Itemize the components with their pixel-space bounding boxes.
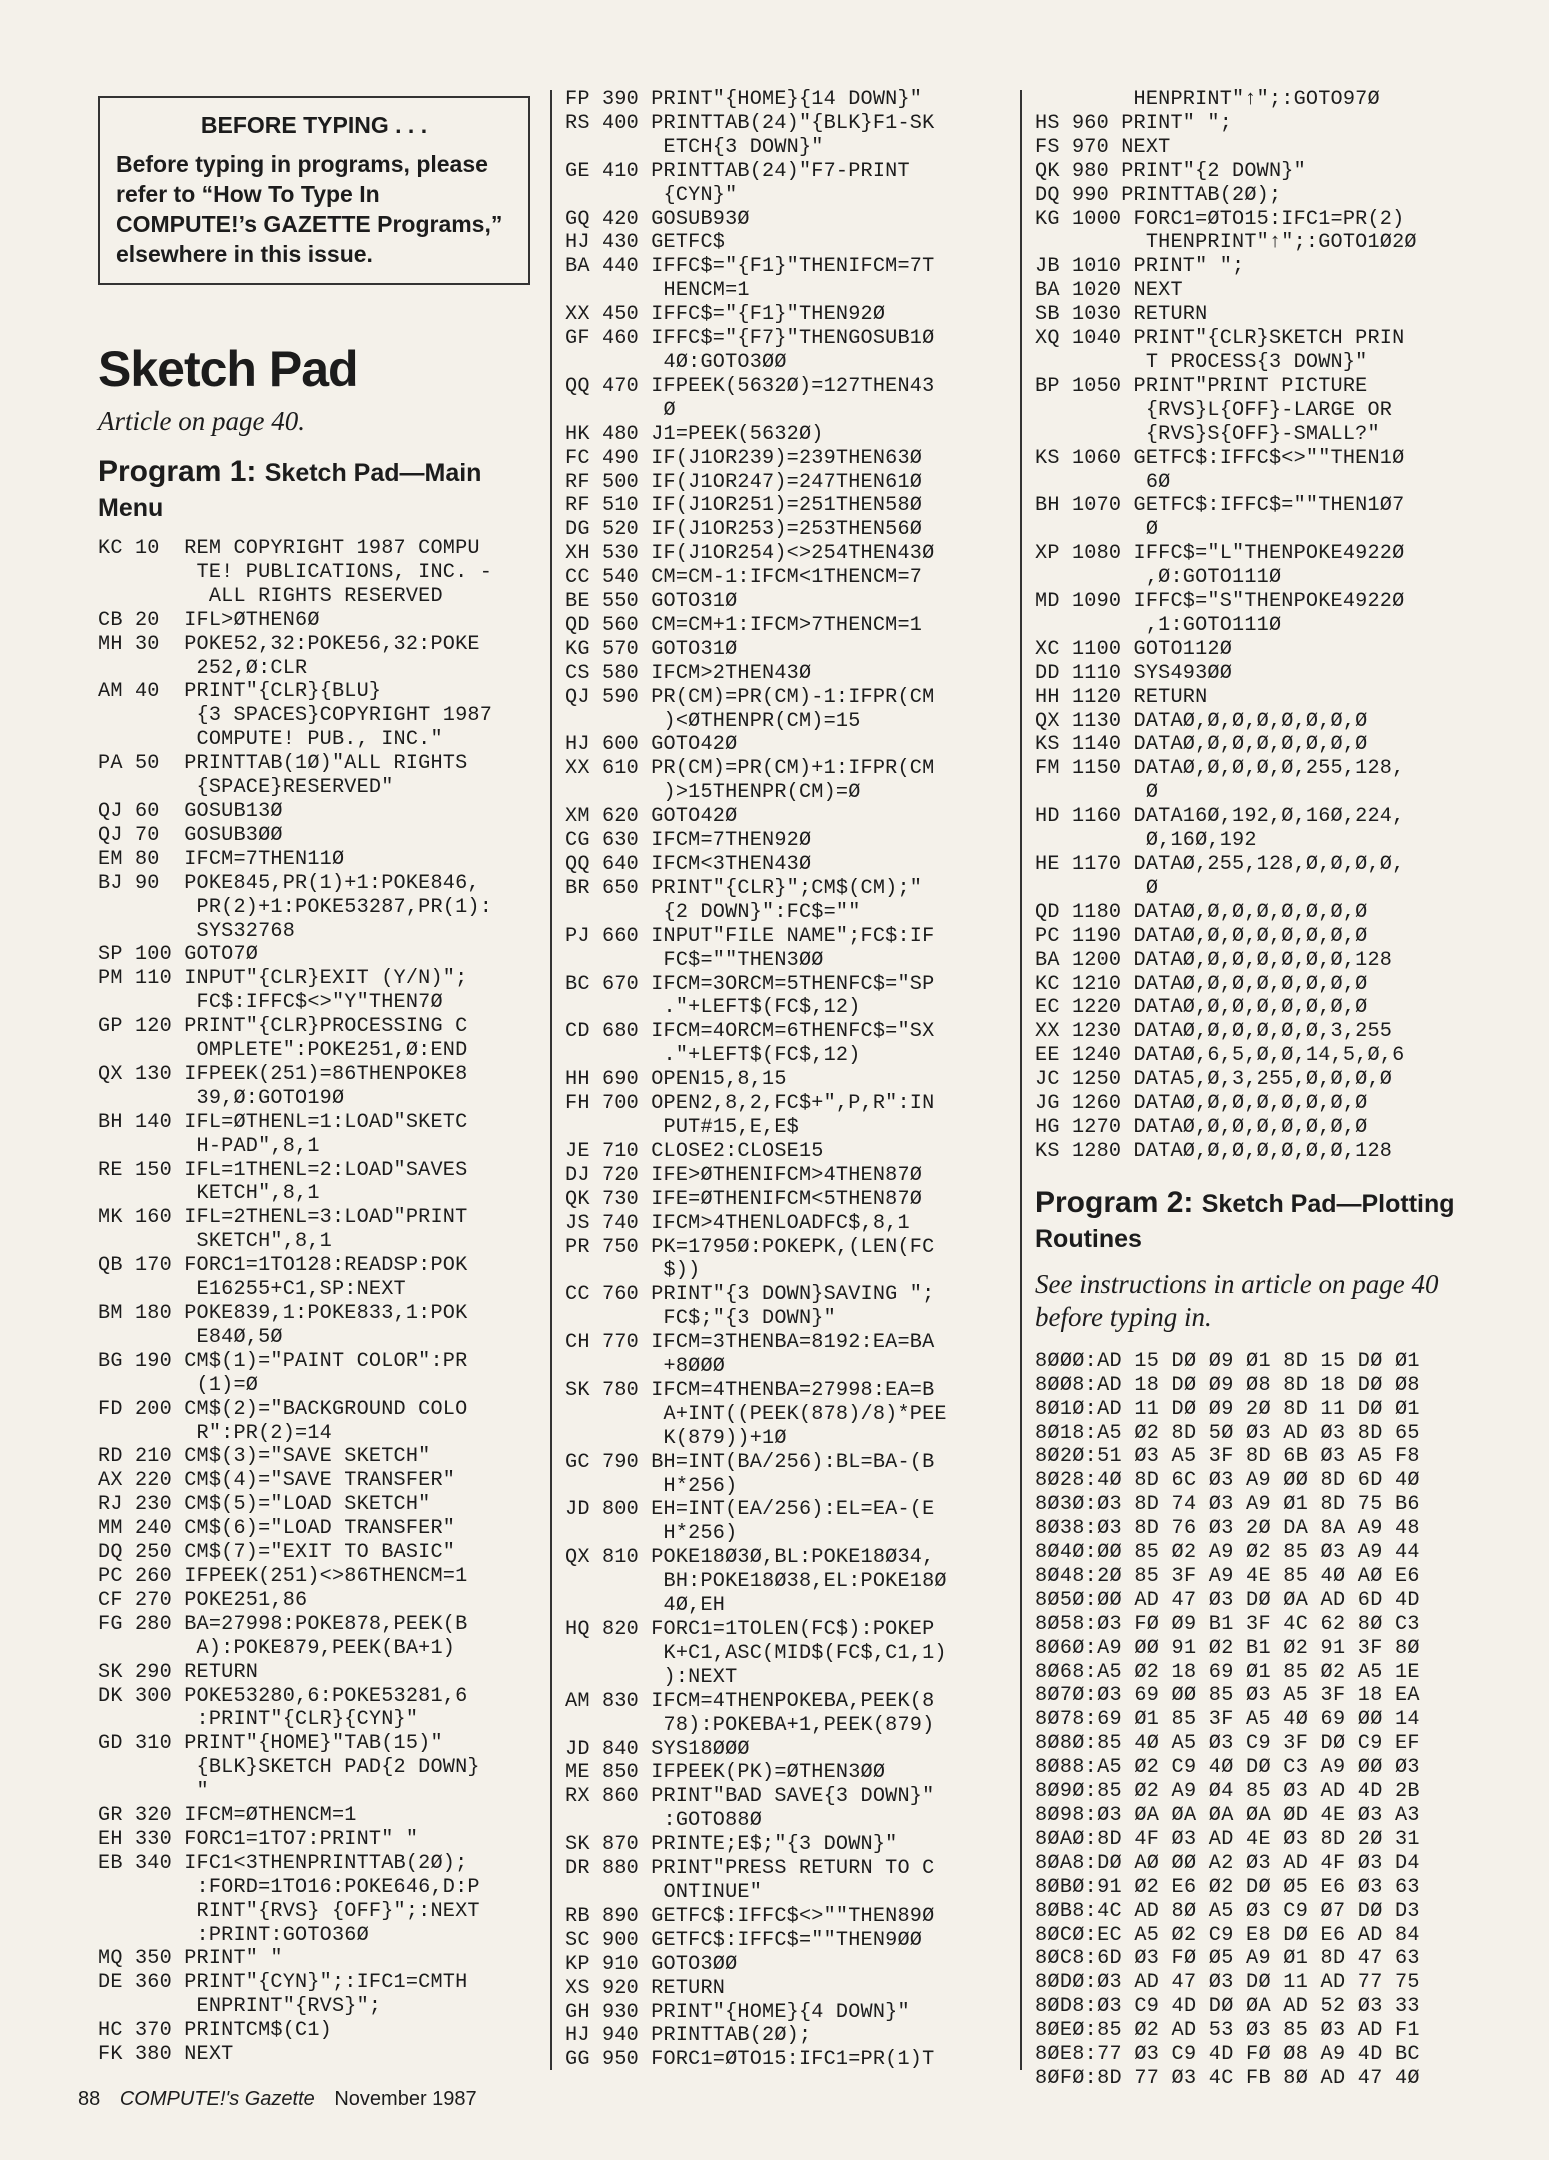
code-line: QQ 640 IFCM<3THEN43Ø xyxy=(565,853,812,876)
magazine-name: COMPUTE!'s Gazette xyxy=(119,2088,315,2110)
code-line: HJ 430 GETFC$ xyxy=(565,231,726,255)
code-line: XM 620 GOTO42Ø xyxy=(565,805,738,829)
code-line: BR 650 PRINT"{CLR}";CM$(CM);" xyxy=(565,876,923,900)
column-rule-right xyxy=(1020,90,1022,2070)
program-1-listing-part-3 xyxy=(1035,88,1465,1164)
code-line: 8Ø3Ø:Ø3 8D 74 Ø3 A9 Ø1 8D 75 B6 xyxy=(1035,1493,1420,1517)
code-line: 8Ø18:A5 Ø2 8D 5Ø Ø3 AD Ø3 8D 65 xyxy=(1035,1421,1420,1445)
code-line: SC 900 GETFC$:IFFC$=""THEN9ØØ xyxy=(565,1928,923,1952)
code-line: KS 1280 DATAØ,Ø,Ø,Ø,Ø,Ø,Ø,128 xyxy=(1035,1139,1393,1163)
code-line: RF 500 IF(J1OR247)=247THEN61Ø xyxy=(565,470,923,494)
code-line: {3 SPACES}COPYRIGHT 1987 xyxy=(98,704,493,728)
code-line: Ø,16Ø,192 xyxy=(1035,829,1257,853)
code-line: BH 1070 GETFC$:IFFC$=""THEN1Ø7 xyxy=(1035,494,1405,518)
code-line: GC 790 BH=INT(BA/256):BL=BA-(B xyxy=(565,1450,935,1474)
before-typing-title: BEFORE TYPING . . . xyxy=(200,112,428,138)
code-line: MM 240 CM$(6)="LOAD TRANSFER" xyxy=(98,1517,456,1541)
code-line: HJ 600 GOTO42Ø xyxy=(565,733,738,757)
code-line: 8Ø78:69 Ø1 85 3F A5 4Ø 69 ØØ 14 xyxy=(1035,1708,1420,1732)
code-line: BA 1200 DATAØ,Ø,Ø,Ø,Ø,Ø,Ø,128 xyxy=(1035,948,1393,972)
code-line: 8ØEØ:85 Ø2 AD 53 Ø3 85 Ø3 AD F1 xyxy=(1035,2019,1420,2043)
code-line: ,Ø:GOTO111Ø xyxy=(1035,566,1282,590)
code-line: PC 1190 DATAØ,Ø,Ø,Ø,Ø,Ø,Ø,Ø xyxy=(1035,924,1368,948)
code-line: GG 950 FORC1=ØTO15:IFC1=PR(1)T xyxy=(565,2048,935,2072)
code-line: :GOTO88Ø xyxy=(565,1809,763,1833)
code-line: SK 780 IFCM=4THENBA=27998:EA=B xyxy=(565,1378,935,1402)
code-line: HJ 940 PRINTTAB(2Ø); xyxy=(565,2024,812,2048)
code-line: HC 370 PRINTCM$(C1) xyxy=(98,2019,332,2043)
code-line: 8ØFØ:8D 77 Ø3 4C FB 8Ø AD 47 4Ø xyxy=(1035,2066,1420,2090)
code-line: ."+LEFT$(FC$,12) xyxy=(565,996,861,1020)
code-line: ETCH{3 DOWN}" xyxy=(565,135,824,159)
code-line: A+INT((PEEK(878)/8)*PEE xyxy=(565,1402,947,1426)
code-line: THENPRINT"↑";:GOTO1Ø2Ø xyxy=(1035,231,1417,255)
program-2-label: Program 2: xyxy=(1035,1185,1194,1219)
code-line: DQ 990 PRINTTAB(2Ø); xyxy=(1035,183,1282,207)
code-line: HENPRINT"↑";:GOTO97Ø xyxy=(1035,88,1380,111)
code-line: SP 100 GOTO7Ø xyxy=(98,943,259,967)
code-line: DJ 720 IFE>ØTHENIFCM>4THEN87Ø xyxy=(565,1163,923,1187)
code-line: PR(2)+1:POKE53287,PR(1): xyxy=(98,895,493,919)
code-line: 4Ø:GOTO3ØØ xyxy=(565,350,787,374)
code-line: HE 1170 DATAØ,255,128,Ø,Ø,Ø,Ø, xyxy=(1035,853,1405,876)
code-line: AX 220 CM$(4)="SAVE TRANSFER" xyxy=(98,1469,456,1493)
code-line: BH 140 IFL=ØTHENL=1:LOAD"SKETC xyxy=(98,1110,468,1134)
code-line: GQ 420 GOSUB93Ø xyxy=(565,207,750,231)
code-line: BH:POKE18Ø38,EL:POKE18Ø xyxy=(565,1570,947,1594)
code-line: EM 80 IFCM=7THEN11Ø xyxy=(98,847,345,871)
code-line: EB 340 IFC1<3THENPRINTTAB(2Ø); xyxy=(98,1851,468,1875)
code-line: Ø xyxy=(1035,518,1159,542)
code-line: MH 30 POKE52,32:POKE56,32:POKE xyxy=(98,632,480,656)
code-line: KS 1060 GETFC$:IFFC$<>""THEN1Ø xyxy=(1035,446,1405,470)
article-title: Sketch Pad xyxy=(98,341,358,397)
code-line: 8ØAØ:8D 4F Ø3 AD 4E Ø3 8D 2Ø 31 xyxy=(1035,1827,1420,1851)
code-line: XH 530 IF(J1OR254)<>254THEN43Ø xyxy=(565,542,935,566)
code-line: QJ 60 GOSUB13Ø xyxy=(98,799,283,823)
code-line: PA 50 PRINTTAB(1Ø)"ALL RIGHTS xyxy=(98,752,468,776)
code-line: DE 360 PRINT"{CYN}";:IFC1=CMTH xyxy=(98,1971,468,1995)
code-line: EE 1240 DATAØ,6,5,Ø,Ø,14,5,Ø,6 xyxy=(1035,1044,1405,1068)
code-line: 8Ø4Ø:ØØ 85 Ø2 A9 Ø2 85 Ø3 A9 44 xyxy=(1035,1541,1420,1565)
code-line: 78):POKEBA+1,PEEK(879) xyxy=(565,1713,935,1737)
article-reference: Article on page 40. xyxy=(98,406,305,436)
code-line: JG 1260 DATAØ,Ø,Ø,Ø,Ø,Ø,Ø,Ø xyxy=(1035,1092,1368,1116)
code-line: QD 1180 DATAØ,Ø,Ø,Ø,Ø,Ø,Ø,Ø xyxy=(1035,900,1368,924)
code-line: HQ 820 FORC1=1TOLEN(FC$):POKEP xyxy=(565,1618,935,1641)
code-line: SKETCH",8,1 xyxy=(98,1230,332,1254)
code-line: SB 1030 RETURN xyxy=(1035,303,1208,327)
code-line: JD 840 SYS18ØØØ xyxy=(565,1737,750,1761)
code-line: A):POKE879,PEEK(BA+1) xyxy=(98,1636,456,1660)
before-typing-box xyxy=(98,96,530,285)
code-line: HH 1120 RETURN xyxy=(1035,685,1208,709)
code-line: KC 10 REM COPYRIGHT 1987 COMPU xyxy=(98,537,480,560)
code-line: GR 320 IFCM=ØTHENCM=1 xyxy=(98,1804,357,1828)
code-line: HD 1160 DATA16Ø,192,Ø,16Ø,224, xyxy=(1035,805,1405,829)
code-line: )>15THENPR(CM)=Ø xyxy=(565,781,861,805)
column-1 xyxy=(98,88,530,2067)
code-line: BJ 90 POKE845,PR(1)+1:POKE846, xyxy=(98,871,480,895)
code-line: ALL RIGHTS RESERVED xyxy=(98,584,443,608)
code-line: BC 670 IFCM=3ORCM=5THENFC$="SP xyxy=(565,972,935,996)
code-line: :PRINT"{CLR}{CYN}" xyxy=(98,1708,419,1732)
code-line: E84Ø,5Ø xyxy=(98,1325,283,1349)
code-line: EC 1220 DATAØ,Ø,Ø,Ø,Ø,Ø,Ø,Ø xyxy=(1035,996,1368,1020)
code-line: RF 510 IF(J1OR251)=251THEN58Ø xyxy=(565,494,923,518)
code-line: GF 460 IFFC$="{F7}"THENGOSUB1Ø xyxy=(565,327,935,351)
code-line: 8Ø6Ø:A9 ØØ 91 Ø2 B1 Ø2 91 3F 8Ø xyxy=(1035,1636,1420,1660)
code-line: {CYN}" xyxy=(565,183,738,207)
code-line: RINT"{RVS} {OFF}";:NEXT xyxy=(98,1899,480,1923)
code-line: 8Ø9Ø:85 Ø2 A9 Ø4 85 Ø3 AD 4D 2B xyxy=(1035,1780,1420,1804)
code-line: DD 1110 SYS493ØØ xyxy=(1035,661,1233,685)
code-line: 6Ø xyxy=(1035,470,1171,494)
code-line: FC$;"{3 DOWN}" xyxy=(565,1307,836,1331)
code-line: RB 890 GETFC$:IFFC$<>""THEN89Ø xyxy=(565,1904,935,1928)
code-line: FM 1150 DATAØ,Ø,Ø,Ø,Ø,255,128, xyxy=(1035,757,1405,781)
code-line: 8Ø38:Ø3 8D 76 Ø3 2Ø DA 8A A9 48 xyxy=(1035,1517,1420,1541)
column-2 xyxy=(565,88,1005,2072)
code-line: QQ 470 IFPEEK(5632Ø)=127THEN43 xyxy=(565,374,935,398)
code-line: {RVS}S{OFF}-SMALL?" xyxy=(1035,422,1380,446)
code-line: XS 920 RETURN xyxy=(565,1976,726,2000)
program-1-label: Program 1: xyxy=(98,455,257,488)
code-line: QJ 590 PR(CM)=PR(CM)-1:IFPR(CM xyxy=(565,685,935,709)
code-line: HS 960 PRINT" "; xyxy=(1035,111,1233,135)
issue-date: November 1987 xyxy=(334,2088,477,2110)
code-line: 8ØE8:77 Ø3 C9 4D FØ Ø8 A9 4D BC xyxy=(1035,2043,1420,2067)
code-line: 8Ø8Ø:85 4Ø A5 Ø3 C9 3F DØ C9 EF xyxy=(1035,1732,1420,1756)
code-line: JD 800 EH=INT(EA/256):EL=EA-(E xyxy=(565,1498,935,1522)
code-line: SK 870 PRINTE;E$;"{3 DOWN}" xyxy=(565,1833,898,1857)
code-line: GD 310 PRINT"{HOME}"TAB(15)" xyxy=(98,1732,443,1756)
code-line: HK 480 J1=PEEK(5632Ø) xyxy=(565,422,824,446)
code-line: KP 910 GOTO3ØØ xyxy=(565,1952,738,1976)
code-line: KG 1000 FORC1=ØTO15:IFC1=PR(2) xyxy=(1035,207,1405,231)
code-line: FS 970 NEXT xyxy=(1035,135,1171,159)
code-line: XP 1080 IFFC$="L"THENPOKE4922Ø xyxy=(1035,542,1405,566)
code-line: FC 490 IF(J1OR239)=239THEN63Ø xyxy=(565,446,923,470)
code-line: 8Ø5Ø:ØØ AD 47 Ø3 DØ ØA AD 6D 4D xyxy=(1035,1588,1420,1612)
code-line: 8ØCØ:EC A5 Ø2 C9 E8 DØ E6 AD 84 xyxy=(1035,1923,1420,1947)
page-number: 88 xyxy=(78,2088,101,2110)
program-1-heading xyxy=(98,455,530,525)
code-line: Ø xyxy=(1035,876,1159,900)
code-line: 8ØBØ:91 Ø2 E6 Ø2 DØ Ø5 E6 Ø3 63 xyxy=(1035,1875,1420,1899)
code-line: 8Ø2Ø:51 Ø3 A5 3F 8D 6B Ø3 A5 F8 xyxy=(1035,1445,1420,1469)
code-line: ."+LEFT$(FC$,12) xyxy=(565,1044,861,1068)
code-line: 8Ø68:A5 Ø2 18 69 Ø1 85 Ø2 A5 1E xyxy=(1035,1660,1420,1684)
code-line: BG 190 CM$(1)="PAINT COLOR":PR xyxy=(98,1349,468,1373)
code-line: CF 270 POKE251,86 xyxy=(98,1588,308,1612)
program-1-subtitle: Sketch Pad—Main Menu xyxy=(98,459,482,522)
code-line: SK 290 RETURN xyxy=(98,1660,259,1684)
code-line: BA 1020 NEXT xyxy=(1035,279,1183,303)
code-line: MK 160 IFL=2THENL=3:LOAD"PRINT xyxy=(98,1206,468,1230)
code-line: K(879))+1Ø xyxy=(565,1426,787,1450)
code-line: FC$:IFFC$<>"Y"THEN7Ø xyxy=(98,991,443,1015)
code-line: QX 810 POKE18Ø3Ø,BL:POKE18Ø34, xyxy=(565,1546,935,1570)
code-line: 39,Ø:GOTO19Ø xyxy=(98,1086,345,1110)
column-3 xyxy=(1035,88,1465,2091)
code-line: BM 180 POKE839,1:POKE833,1:POK xyxy=(98,1302,468,1325)
code-line: H*256) xyxy=(565,1474,738,1498)
code-line: H-PAD",8,1 xyxy=(98,1134,320,1158)
code-line: CD 680 IFCM=4ORCM=6THENFC$="SX xyxy=(565,1020,935,1044)
code-line: T PROCESS{3 DOWN}" xyxy=(1035,350,1368,374)
code-line: CH 770 IFCM=3THENBA=8192:EA=BA xyxy=(565,1331,935,1355)
code-line: {2 DOWN}":FC$="" xyxy=(565,900,861,924)
program-2-instructions: See instructions in article on page 40 before typing in. xyxy=(1035,1268,1439,1332)
code-line: {BLK}SKETCH PAD{2 DOWN} xyxy=(98,1756,480,1780)
code-line: " xyxy=(98,1780,209,1804)
code-line: QD 560 CM=CM+1:IFCM>7THENCM=1 xyxy=(565,613,923,637)
code-line: )<ØTHENPR(CM)=15 xyxy=(565,709,861,733)
code-line: 8ØA8:DØ AØ ØØ A2 Ø3 AD 4F Ø3 D4 xyxy=(1035,1851,1420,1875)
code-line: 8ØD8:Ø3 C9 4D DØ ØA AD 52 Ø3 33 xyxy=(1035,1995,1420,2019)
code-line: 8ØC8:6D Ø3 FØ Ø5 A9 Ø1 8D 47 63 xyxy=(1035,1947,1420,1971)
code-line: 8ØB8:4C AD 8Ø A5 Ø3 C9 Ø7 DØ D3 xyxy=(1035,1899,1420,1923)
code-line: JS 740 IFCM>4THENLOADFC$,8,1 xyxy=(565,1211,910,1235)
code-line: QK 980 PRINT"{2 DOWN}" xyxy=(1035,159,1306,183)
code-line: 8ØDØ:Ø3 AD 47 Ø3 DØ 11 AD 77 75 xyxy=(1035,1971,1420,1995)
code-line: PM 110 INPUT"{CLR}EXIT (Y/N)"; xyxy=(98,967,468,991)
code-line: 252,Ø:CLR xyxy=(98,656,308,680)
code-line: DR 880 PRINT"PRESS RETURN TO C xyxy=(565,1857,935,1881)
code-line: XQ 1040 PRINT"{CLR}SKETCH PRIN xyxy=(1035,327,1405,351)
code-line: ,1:GOTO111Ø xyxy=(1035,613,1282,637)
code-line: ME 850 IFPEEK(PK)=ØTHEN3ØØ xyxy=(565,1761,886,1785)
code-line: GH 930 PRINT"{HOME}{4 DOWN}" xyxy=(565,2000,910,2024)
code-line: PR 750 PK=1795Ø:POKEPK,(LEN(FC xyxy=(565,1235,935,1259)
code-line: Ø xyxy=(1035,781,1159,805)
program-2-subtitle: Sketch Pad—Plotting Routines xyxy=(1035,1189,1455,1253)
code-line: CS 580 IFCM>2THEN43Ø xyxy=(565,661,812,685)
code-line: ONTINUE" xyxy=(565,1880,763,1904)
code-line: Ø xyxy=(565,398,676,422)
code-line: FG 280 BA=27998:POKE878,PEEK(B xyxy=(98,1612,468,1636)
code-line: {SPACE}RESERVED" xyxy=(98,776,394,800)
code-line: FD 200 CM$(2)="BACKGROUND COLO xyxy=(98,1397,468,1421)
code-line: KG 570 GOTO31Ø xyxy=(565,637,738,661)
code-line: XX 1230 DATAØ,Ø,Ø,Ø,Ø,Ø,3,255 xyxy=(1035,1020,1393,1044)
code-line: RS 400 PRINTTAB(24)"{BLK}F1-SK xyxy=(565,111,935,135)
code-line: 8ØØØ:AD 15 DØ Ø9 Ø1 8D 15 DØ Ø1 xyxy=(1035,1349,1420,1373)
column-rule-left xyxy=(550,90,552,2070)
code-line: 8Ø28:4Ø 8D 6C Ø3 A9 ØØ 8D 6D 4Ø xyxy=(1035,1469,1420,1493)
code-line: 8Ø58:Ø3 FØ Ø9 B1 3F 4C 62 8Ø C3 xyxy=(1035,1612,1420,1636)
code-line: JE 710 CLOSE2:CLOSE15 xyxy=(565,1139,824,1163)
code-line: CC 540 CM=CM-1:IFCM<1THENCM=7 xyxy=(565,566,923,590)
code-line: RX 860 PRINT"BAD SAVE{3 DOWN}" xyxy=(565,1785,935,1809)
code-line: FH 700 OPEN2,8,2,FC$+",P,R":IN xyxy=(565,1092,935,1116)
code-line: OMPLETE":POKE251,Ø:END xyxy=(98,1039,468,1063)
code-line: RJ 230 CM$(5)="LOAD SKETCH" xyxy=(98,1493,431,1517)
code-line: JB 1010 PRINT" "; xyxy=(1035,255,1245,279)
code-line: HG 1270 DATAØ,Ø,Ø,Ø,Ø,Ø,Ø,Ø xyxy=(1035,1115,1368,1139)
code-line: E16255+C1,SP:NEXT xyxy=(98,1278,406,1302)
code-line: EH 330 FORC1=1TO7:PRINT" " xyxy=(98,1827,419,1851)
code-line: ENPRINT"{RVS}"; xyxy=(98,1995,382,2019)
code-line: +8ØØØ xyxy=(565,1355,726,1379)
code-line: KC 1210 DATAØ,Ø,Ø,Ø,Ø,Ø,Ø,Ø xyxy=(1035,972,1368,996)
code-line: DG 520 IF(J1OR253)=253THEN56Ø xyxy=(565,518,923,542)
code-line: QK 730 IFE=ØTHENIFCM<5THEN87Ø xyxy=(565,1187,923,1211)
program-1-listing-part-1 xyxy=(98,537,530,2067)
code-line: HH 690 OPEN15,8,15 xyxy=(565,1068,787,1092)
program-1-listing-part-2 xyxy=(565,88,1005,2072)
before-typing-text: Before typing in programs, please refer to “How To Type In COMPUTE!’s GAZETTE Programs,” elsewhere in this issue. xyxy=(116,151,503,267)
code-line: CB 20 IFL>ØTHEN6Ø xyxy=(98,608,320,632)
code-line: CG 630 IFCM=7THEN92Ø xyxy=(565,829,812,853)
code-line: QB 170 FORC1=1TO128:READSP:POK xyxy=(98,1254,468,1278)
code-line: K+C1,ASC(MID$(FC$,C1,1) xyxy=(565,1641,947,1665)
code-line: ):NEXT xyxy=(565,1665,738,1689)
code-line: 8ØØ8:AD 18 DØ Ø9 Ø8 8D 18 DØ Ø8 xyxy=(1035,1373,1420,1397)
code-line: XX 450 IFFC$="{F1}"THEN92Ø xyxy=(565,303,886,327)
code-line: FK 380 NEXT xyxy=(98,2043,234,2067)
code-line: COMPUTE! PUB., INC." xyxy=(98,728,443,752)
code-line: {RVS}L{OFF}-LARGE OR xyxy=(1035,398,1393,422)
code-line: PUT#15,E,E$ xyxy=(565,1115,799,1139)
code-line: :FORD=1TO16:POKE646,D:P xyxy=(98,1875,480,1899)
code-line: 4Ø,EH xyxy=(565,1594,726,1618)
code-line: RD 210 CM$(3)="SAVE SKETCH" xyxy=(98,1445,431,1469)
code-line: BA 440 IFFC$="{F1}"THENIFCM=7T xyxy=(565,255,935,279)
page-footer xyxy=(78,2088,477,2111)
code-line: TE! PUBLICATIONS, INC. - xyxy=(98,560,493,584)
code-line: :PRINT:GOTO36Ø xyxy=(98,1923,369,1947)
code-line: 8Ø88:A5 Ø2 C9 4Ø DØ C3 A9 ØØ Ø3 xyxy=(1035,1756,1420,1780)
code-line: JC 1250 DATA5,Ø,3,255,Ø,Ø,Ø,Ø xyxy=(1035,1068,1393,1092)
code-line: BE 550 GOTO31Ø xyxy=(565,590,738,614)
code-line: CC 760 PRINT"{3 DOWN}SAVING "; xyxy=(565,1283,935,1307)
code-line: PC 260 IFPEEK(251)<>86THENCM=1 xyxy=(98,1564,468,1588)
code-line: GE 410 PRINTTAB(24)"F7-PRINT xyxy=(565,159,910,183)
code-line: (1)=Ø xyxy=(98,1373,259,1397)
code-line: RE 150 IFL=1THENL=2:LOAD"SAVES xyxy=(98,1158,468,1182)
code-line: MQ 350 PRINT" " xyxy=(98,1947,283,1971)
code-line: QJ 70 GOSUB3ØØ xyxy=(98,823,283,847)
code-line: $)) xyxy=(565,1259,701,1283)
code-line: GP 120 PRINT"{CLR}PROCESSING C xyxy=(98,1015,468,1039)
code-line: AM 40 PRINT"{CLR}{BLU} xyxy=(98,680,382,704)
code-line: BP 1050 PRINT"PRINT PICTURE xyxy=(1035,374,1368,398)
code-line: XC 1100 GOTO112Ø xyxy=(1035,637,1233,661)
code-line: DQ 250 CM$(7)="EXIT TO BASIC" xyxy=(98,1541,456,1565)
code-line: HENCM=1 xyxy=(565,279,750,303)
code-line: 8Ø7Ø:Ø3 69 ØØ 85 Ø3 A5 3F 18 EA xyxy=(1035,1684,1420,1708)
code-line: 8Ø98:Ø3 ØA ØA ØA ØA ØD 4E Ø3 A3 xyxy=(1035,1804,1420,1827)
code-line: DK 300 POKE53280,6:POKE53281,6 xyxy=(98,1684,468,1708)
code-line: AM 830 IFCM=4THENPOKEBA,PEEK(8 xyxy=(565,1689,935,1713)
code-line: 8Ø48:2Ø 85 3F A9 4E 85 4Ø AØ E6 xyxy=(1035,1564,1420,1588)
code-line: QX 1130 DATAØ,Ø,Ø,Ø,Ø,Ø,Ø,Ø xyxy=(1035,709,1368,733)
code-line: KETCH",8,1 xyxy=(98,1182,320,1206)
code-line: XX 610 PR(CM)=PR(CM)+1:IFPR(CM xyxy=(565,757,935,781)
code-line: MD 1090 IFFC$="S"THENPOKE4922Ø xyxy=(1035,590,1405,614)
program-2-heading xyxy=(1035,1186,1465,1256)
code-line: H*256) xyxy=(565,1522,738,1546)
code-line: SYS32768 xyxy=(98,919,296,943)
code-line: FC$=""THEN3ØØ xyxy=(565,948,824,972)
code-line: 8Ø1Ø:AD 11 DØ Ø9 2Ø 8D 11 DØ Ø1 xyxy=(1035,1397,1420,1421)
code-line: KS 1140 DATAØ,Ø,Ø,Ø,Ø,Ø,Ø,Ø xyxy=(1035,733,1368,757)
code-line: PJ 660 INPUT"FILE NAME";FC$:IF xyxy=(565,924,935,948)
code-line: QX 130 IFPEEK(251)=86THENPOKE8 xyxy=(98,1062,468,1086)
code-line: R":PR(2)=14 xyxy=(98,1421,332,1445)
code-line: FP 390 PRINT"{HOME}{14 DOWN}" xyxy=(565,88,923,111)
program-2-hex-listing xyxy=(1035,1350,1465,2091)
